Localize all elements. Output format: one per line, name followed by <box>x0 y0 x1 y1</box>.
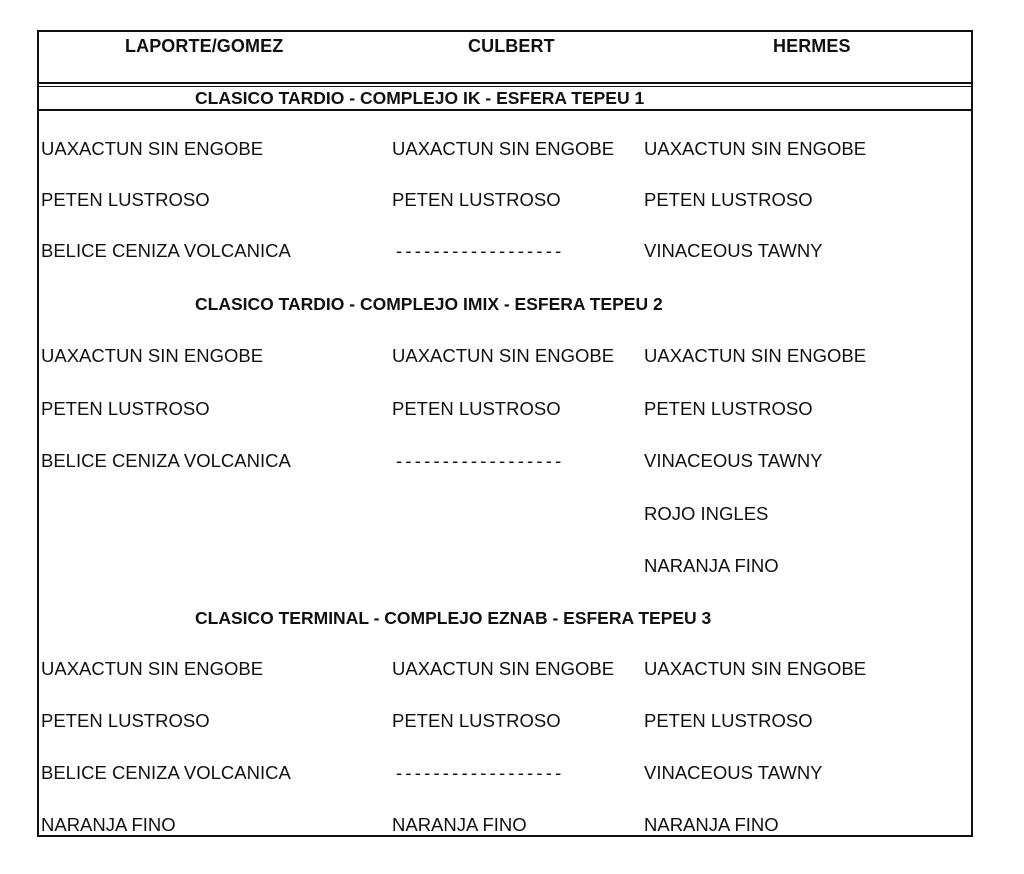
column-header-culbert: CULBERT <box>468 36 555 56</box>
cell-s2-r3-culbert-dashes: ------------------ <box>396 450 565 471</box>
cell-s1-r3-culbert-dashes: ------------------ <box>396 240 565 261</box>
ceramic-correlation-table <box>37 30 973 837</box>
cell-s2-r1-hermes: UAXACTUN SIN ENGOBE <box>644 345 867 366</box>
column-header-laporte-gomez: LAPORTE/GOMEZ <box>125 36 284 56</box>
cell-s1-r2-laporte: PETEN LUSTROSO <box>41 189 210 210</box>
cell-s3-r3-hermes: VINACEOUS TAWNY <box>644 762 823 783</box>
cell-s3-r1-laporte: UAXACTUN SIN ENGOBE <box>41 658 264 679</box>
column-header-hermes: HERMES <box>773 36 851 56</box>
cell-s3-r4-laporte: NARANJA FINO <box>41 814 176 835</box>
cell-s1-r1-hermes: UAXACTUN SIN ENGOBE <box>644 138 867 159</box>
cell-s1-r1-culbert: UAXACTUN SIN ENGOBE <box>392 138 615 159</box>
cell-s3-r4-hermes: NARANJA FINO <box>644 814 779 835</box>
cell-s3-r2-hermes: PETEN LUSTROSO <box>644 710 813 731</box>
cell-s3-r3-laporte: BELICE CENIZA VOLCANICA <box>41 762 291 783</box>
cell-s2-r5-hermes: NARANJA FINO <box>644 555 779 576</box>
table-header-row <box>39 32 971 82</box>
section-title-tepeu-3: CLASICO TERMINAL - COMPLEJO EZNAB - ESFERA TEPEU 3 <box>195 608 712 628</box>
cell-s2-r3-hermes: VINACEOUS TAWNY <box>644 450 823 471</box>
cell-s2-r1-laporte: UAXACTUN SIN ENGOBE <box>41 345 264 366</box>
cell-s2-r1-culbert: UAXACTUN SIN ENGOBE <box>392 345 615 366</box>
cell-s2-r4-hermes: ROJO INGLES <box>644 503 769 524</box>
cell-s3-r1-culbert: UAXACTUN SIN ENGOBE <box>392 658 615 679</box>
cell-s3-r4-culbert: NARANJA FINO <box>392 814 527 835</box>
cell-s2-r2-laporte: PETEN LUSTROSO <box>41 398 210 419</box>
section-title-tepeu-1: CLASICO TARDIO - COMPLEJO IK - ESFERA TEPEU 1 <box>195 88 645 108</box>
cell-s2-r2-hermes: PETEN LUSTROSO <box>644 398 813 419</box>
cell-s1-r1-laporte: UAXACTUN SIN ENGOBE <box>41 138 264 159</box>
cell-s3-r2-laporte: PETEN LUSTROSO <box>41 710 210 731</box>
cell-s1-r2-hermes: PETEN LUSTROSO <box>644 189 813 210</box>
cell-s1-r3-hermes: VINACEOUS TAWNY <box>644 240 823 261</box>
cell-s2-r2-culbert: PETEN LUSTROSO <box>392 398 561 419</box>
cell-s1-r3-laporte: BELICE CENIZA VOLCANICA <box>41 240 291 261</box>
cell-s3-r1-hermes: UAXACTUN SIN ENGOBE <box>644 658 867 679</box>
cell-s1-r2-culbert: PETEN LUSTROSO <box>392 189 561 210</box>
section-title-tepeu-2: CLASICO TARDIO - COMPLEJO IMIX - ESFERA TEPEU 2 <box>195 294 663 314</box>
cell-s3-r3-culbert-dashes: ------------------ <box>396 762 565 783</box>
cell-s2-r3-laporte: BELICE CENIZA VOLCANICA <box>41 450 291 471</box>
cell-s3-r2-culbert: PETEN LUSTROSO <box>392 710 561 731</box>
